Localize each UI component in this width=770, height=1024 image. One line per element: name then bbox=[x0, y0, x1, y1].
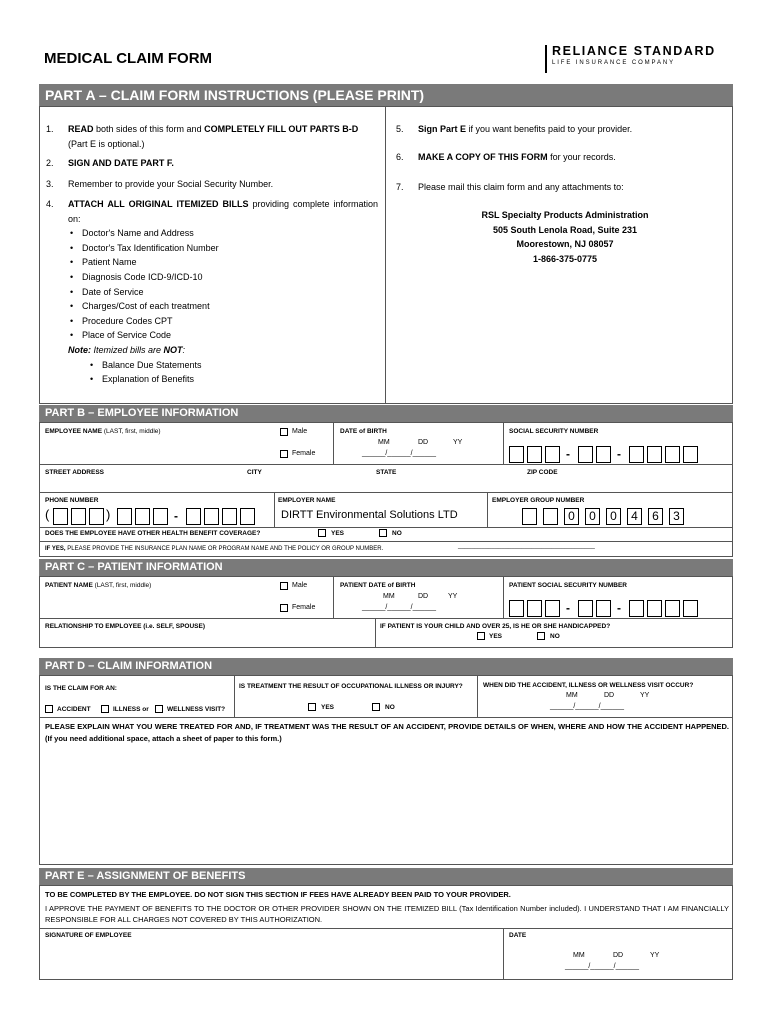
divider bbox=[503, 576, 504, 618]
digit-box[interactable]: 0 bbox=[606, 508, 621, 525]
digit-box[interactable] bbox=[240, 508, 255, 525]
list-item: • Patient Name bbox=[70, 255, 378, 270]
mm-label: MM bbox=[573, 952, 585, 959]
divider bbox=[375, 618, 376, 648]
digit-box[interactable] bbox=[665, 600, 680, 617]
divider bbox=[333, 576, 334, 618]
address-line: RSL Specialty Products Administration bbox=[481, 210, 649, 220]
form-title: MEDICAL CLAIM FORM bbox=[44, 50, 213, 67]
phone-number: 1-866-375-0775 bbox=[532, 253, 598, 264]
yy-label: YY bbox=[453, 439, 463, 446]
digit-box[interactable] bbox=[509, 600, 524, 617]
city-label: CITY bbox=[247, 469, 262, 476]
wellness-label: WELLNESS VISIT? bbox=[167, 706, 226, 713]
date-label: DATE bbox=[509, 932, 527, 939]
no-label: NO bbox=[385, 704, 395, 711]
list-item: • Place of Service Code bbox=[70, 328, 378, 343]
patient-male-checkbox[interactable] bbox=[280, 582, 288, 590]
part-b-bar: PART B – EMPLOYEE INFORMATION bbox=[39, 405, 733, 422]
handicapped-label: IF PATIENT IS YOUR CHILD AND OVER 25, IS HE OR SHE HANDICAPPED? bbox=[380, 623, 611, 630]
instr-num: 4. bbox=[46, 199, 54, 209]
dd-label: DD bbox=[418, 439, 429, 446]
mailing-address bbox=[400, 208, 730, 266]
dd-label: DD bbox=[613, 952, 624, 959]
digit-box[interactable] bbox=[71, 508, 86, 525]
digit-box[interactable] bbox=[89, 508, 104, 525]
yy-label: YY bbox=[640, 692, 650, 699]
divider bbox=[274, 492, 275, 527]
divider bbox=[333, 422, 334, 464]
digit-box[interactable] bbox=[509, 446, 524, 463]
state-label: STATE bbox=[376, 469, 397, 476]
ssn-label: SOCIAL SECURITY NUMBER bbox=[509, 428, 599, 435]
digit-box[interactable] bbox=[629, 600, 644, 617]
occupational-label: IS TREATMENT THE RESULT OF OCCUPATIONAL ILLNESS OR INJURY? bbox=[239, 683, 463, 690]
if-yes-field[interactable]: _________________________________________ bbox=[458, 543, 595, 549]
claim-for-label: IS THE CLAIM FOR AN: bbox=[45, 685, 117, 692]
if-yes-label: IF YES, PLEASE PROVIDE THE INSURANCE PLAN NAME OR PROGRAM NAME AND THE POLICY OR GROUP NUMBER. bbox=[45, 546, 384, 552]
instr-num: 6. bbox=[396, 152, 404, 162]
accident-label: ACCIDENT bbox=[57, 706, 91, 713]
when-label: WHEN DID THE ACCIDENT, ILLNESS OR WELLNESS VISIT OCCUR? bbox=[483, 682, 694, 689]
instr-num: 7. bbox=[396, 182, 404, 192]
instr-7: Please mail this claim form and any attachments to: bbox=[418, 182, 624, 192]
digit-box[interactable] bbox=[578, 600, 593, 617]
part-e-authorization: I APPROVE THE PAYMENT OF BENEFITS TO THE DOCTOR OR OTHER PROVIDER SHOWN ON THE ITEMIZED BILL (Tax Identification Number included). I UNDERSTAND THAT I AM FINANCIALLY RESPONSIBLE FOR ALL CHARGES NOT COVERED BY THIS AUTHORIZATION. bbox=[45, 904, 729, 924]
digit-box[interactable] bbox=[204, 508, 219, 525]
dash: - bbox=[617, 601, 621, 615]
instr-num: 3. bbox=[46, 179, 54, 189]
digit-box[interactable] bbox=[53, 508, 68, 525]
digit-box[interactable] bbox=[222, 508, 237, 525]
digit-box[interactable] bbox=[543, 508, 558, 525]
digit-box[interactable] bbox=[665, 446, 680, 463]
digit-box[interactable]: 0 bbox=[585, 508, 600, 525]
divider bbox=[39, 492, 733, 493]
instr-num: 1. bbox=[46, 124, 54, 134]
instr-4: ATTACH ALL ORIGINAL ITEMIZED BILLS providing complete information on: • Doctor's Name and Address • Doctor's Tax Identification Number • Patient Name • Diagnosis Code ICD-9/ICD-10 • Date of Service • Charges/Cost of each treatment • Procedure Codes CPT • Place of Service Code Note: Itemized bills are NOT: • Balance Due Statements • Explanation of Benefits bbox=[68, 197, 378, 387]
phone-label: PHONE NUMBER bbox=[45, 497, 99, 504]
employee-dob-field[interactable]: ______/______/______ bbox=[362, 450, 436, 457]
digit-box[interactable]: 3 bbox=[669, 508, 684, 525]
dash: - bbox=[617, 447, 621, 461]
part-a-bar: PART A – CLAIM FORM INSTRUCTIONS (PLEASE PRINT) bbox=[39, 84, 733, 106]
street-label: STREET ADDRESS bbox=[45, 469, 104, 476]
divider bbox=[39, 717, 733, 718]
dash: - bbox=[566, 447, 570, 461]
paren: ) bbox=[106, 507, 111, 522]
digit-box[interactable] bbox=[545, 600, 560, 617]
list-item: • Procedure Codes CPT bbox=[70, 314, 378, 329]
group-number-label: EMPLOYER GROUP NUMBER bbox=[492, 497, 585, 504]
employee-name-label: EMPLOYEE NAME (LAST, first, middle) bbox=[45, 428, 161, 435]
part-e-warning: TO BE COMPLETED BY THE EMPLOYEE. DO NOT SIGN THIS SECTION IF FEES HAVE ALREADY BEEN PAID TO YOUR PROVIDER. bbox=[45, 890, 511, 899]
occupational-no-checkbox[interactable] bbox=[372, 703, 380, 711]
address-line: 505 South Lenola Road, Suite 231 bbox=[492, 224, 638, 235]
no-label: NO bbox=[392, 530, 402, 537]
digit-box[interactable] bbox=[596, 600, 611, 617]
patient-ssn-label: PATIENT SOCIAL SECURITY NUMBER bbox=[509, 582, 627, 589]
digit-box[interactable] bbox=[647, 446, 662, 463]
digit-box[interactable] bbox=[545, 446, 560, 463]
relationship-label: RELATIONSHIP TO EMPLOYEE (i.e. SELF, SPOUSE) bbox=[45, 623, 206, 630]
handicapped-no-checkbox[interactable] bbox=[537, 632, 545, 640]
occurrence-date-field[interactable]: ______/______/______ bbox=[550, 703, 624, 710]
instr-1: READ both sides of this form and COMPLETELY FILL OUT PARTS B-D (Part E is optional.) bbox=[68, 124, 359, 149]
dash: - bbox=[174, 509, 178, 523]
instr-6: MAKE A COPY OF THIS FORM for your records. bbox=[418, 152, 616, 162]
wellness-checkbox[interactable] bbox=[155, 705, 163, 713]
digit-box[interactable] bbox=[683, 600, 698, 617]
divider bbox=[39, 618, 733, 619]
female-label: Female bbox=[292, 604, 316, 611]
instr-num: 2. bbox=[46, 158, 54, 168]
company-logo bbox=[545, 45, 730, 73]
explanation-area[interactable] bbox=[40, 748, 732, 864]
digit-box[interactable]: 6 bbox=[648, 508, 663, 525]
signature-date-field[interactable]: ______/______/______ bbox=[565, 963, 639, 970]
required-info-list bbox=[70, 226, 378, 343]
explain-label: PLEASE EXPLAIN WHAT YOU WERE TREATED FOR AND, IF TREATMENT WAS THE RESULT OF AN ACCIDENT, PROVIDE DETAILS OF WHEN, WHERE AND HOW THE ACCIDENT HAPPENED. (If you need additional space, attach a sheet of paper to this form.) bbox=[45, 722, 729, 743]
divider bbox=[477, 675, 478, 717]
mm-label: MM bbox=[383, 593, 395, 600]
dd-label: DD bbox=[418, 593, 429, 600]
divider bbox=[39, 928, 733, 929]
yes-label: YES bbox=[321, 704, 335, 711]
digit-box[interactable] bbox=[647, 600, 662, 617]
divider bbox=[39, 464, 733, 465]
illness-checkbox[interactable] bbox=[101, 705, 109, 713]
patient-dob-label: PATIENT DATE of BIRTH bbox=[340, 582, 416, 589]
digit-box[interactable] bbox=[186, 508, 201, 525]
list-item: • Doctor's Tax Identification Number bbox=[70, 241, 378, 256]
digit-box[interactable] bbox=[578, 446, 593, 463]
instr-5: Sign Part E if you want benefits paid to your provider. bbox=[418, 124, 633, 134]
patient-female-checkbox[interactable] bbox=[280, 604, 288, 612]
logo-line2: LIFE INSURANCE COMPANY bbox=[552, 60, 676, 66]
employee-male-checkbox[interactable] bbox=[280, 428, 288, 436]
male-label: Male bbox=[292, 582, 308, 589]
divider bbox=[503, 928, 504, 980]
digit-box[interactable]: 4 bbox=[627, 508, 642, 525]
digit-box[interactable] bbox=[629, 446, 644, 463]
yes-label: YES bbox=[331, 530, 345, 537]
part-d-bar: PART D – CLAIM INFORMATION bbox=[39, 658, 733, 675]
zip-label: ZIP CODE bbox=[527, 469, 558, 476]
instr-3: Remember to provide your Social Security Number. bbox=[68, 179, 274, 189]
other-coverage-yes-checkbox[interactable] bbox=[318, 529, 326, 537]
employer-name-field[interactable]: DIRTT Environmental Solutions LTD bbox=[281, 509, 458, 521]
patient-name-label: PATIENT NAME (LAST, first, middle) bbox=[45, 582, 152, 589]
logo-line1: RELIANCE STANDARD bbox=[552, 44, 716, 58]
mm-label: MM bbox=[566, 692, 578, 699]
digit-box[interactable] bbox=[527, 600, 542, 617]
occupational-yes-checkbox[interactable] bbox=[308, 703, 316, 711]
list-item: • Charges/Cost of each treatment bbox=[70, 299, 378, 314]
female-label: Female bbox=[292, 450, 316, 457]
divider bbox=[503, 422, 504, 464]
patient-dob-field[interactable]: ______/______/______ bbox=[362, 604, 436, 611]
paren: ( bbox=[45, 507, 50, 522]
divider bbox=[39, 541, 733, 542]
other-coverage-label: DOES THE EMPLOYEE HAVE OTHER HEALTH BENEFIT COVERAGE? bbox=[45, 530, 261, 537]
signature-label: SIGNATURE OF EMPLOYEE bbox=[45, 932, 132, 939]
instr-num: 5. bbox=[396, 124, 404, 134]
digit-box[interactable] bbox=[527, 446, 542, 463]
itemized-note: Note: Itemized bills are NOT: bbox=[68, 344, 186, 355]
list-item: • Date of Service bbox=[70, 285, 378, 300]
mm-label: MM bbox=[378, 439, 390, 446]
divider bbox=[39, 527, 733, 528]
list-item: • Diagnosis Code ICD-9/ICD-10 bbox=[70, 270, 378, 285]
other-coverage-no-checkbox[interactable] bbox=[379, 529, 387, 537]
part-a-divider bbox=[385, 106, 386, 404]
dob-label: DATE of BIRTH bbox=[340, 428, 387, 435]
digit-box[interactable]: 0 bbox=[564, 508, 579, 525]
illness-label: ILLNESS or bbox=[113, 706, 149, 713]
list-item: • Explanation of Benefits bbox=[90, 372, 378, 387]
divider bbox=[234, 675, 235, 717]
handicapped-yes-checkbox[interactable] bbox=[477, 632, 485, 640]
excluded-list bbox=[90, 358, 378, 387]
digit-box[interactable] bbox=[153, 508, 168, 525]
signature-field[interactable] bbox=[40, 942, 502, 979]
male-label: Male bbox=[292, 428, 308, 435]
list-item: • Balance Due Statements bbox=[90, 358, 378, 373]
accident-checkbox[interactable] bbox=[45, 705, 53, 713]
digit-box[interactable] bbox=[683, 446, 698, 463]
divider bbox=[487, 492, 488, 527]
employee-female-checkbox[interactable] bbox=[280, 450, 288, 458]
list-item: • Doctor's Name and Address bbox=[70, 226, 378, 241]
dash: - bbox=[566, 601, 570, 615]
digit-box[interactable] bbox=[135, 508, 150, 525]
part-c-bar: PART C – PATIENT INFORMATION bbox=[39, 559, 733, 576]
yy-label: YY bbox=[448, 593, 458, 600]
yy-label: YY bbox=[650, 952, 660, 959]
digit-box[interactable] bbox=[522, 508, 537, 525]
digit-box[interactable] bbox=[117, 508, 132, 525]
address-line: Moorestown, NJ 08057 bbox=[516, 239, 614, 250]
instr-2: SIGN AND DATE PART F. bbox=[68, 158, 174, 168]
dd-label: DD bbox=[604, 692, 615, 699]
part-e-bar: PART E – ASSIGNMENT OF BENEFITS bbox=[39, 868, 733, 885]
no-label: NO bbox=[550, 633, 560, 640]
yes-label: YES bbox=[489, 633, 503, 640]
employer-name-label: EMPLOYER NAME bbox=[278, 497, 336, 504]
digit-box[interactable] bbox=[596, 446, 611, 463]
